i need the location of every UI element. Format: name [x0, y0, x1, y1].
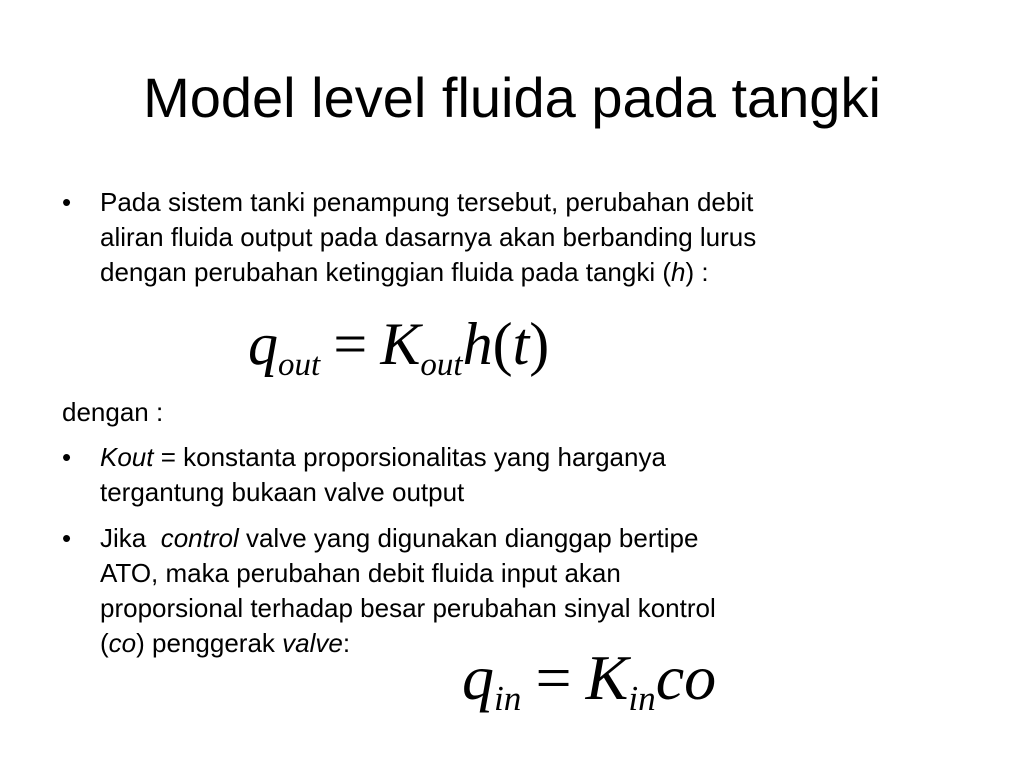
bullet-3-line-1: [100, 521, 716, 556]
eq1-operator: =: [333, 311, 368, 377]
bullet-2-line-2: tergantung bukaan valve output: [100, 477, 465, 507]
bullet-2-kout-term: Kout: [100, 442, 154, 472]
bullet-3-line-1-rest: valve yang digunakan dianggap bertipe: [238, 523, 699, 553]
bullet-1-line-3: [100, 255, 756, 290]
dengan-label: dengan :: [62, 397, 164, 427]
bullet-marker: •: [62, 442, 72, 472]
slide-title: Model level fluida pada tangki: [143, 66, 881, 129]
bullet-3-line-2: ATO, maka perubahan debit fluida input akan: [100, 558, 621, 588]
eq2-lhs-subscript: in: [494, 679, 522, 719]
bullet-3-control-term: control: [160, 523, 239, 553]
bullet-1-line-2: aliran fluida output pada dasarnya akan berbanding lurus: [100, 222, 757, 252]
eq2-rhs: co: [655, 642, 717, 713]
bullet-3-line-4-open: (: [100, 628, 109, 658]
bullet-2-line-1: [100, 440, 666, 475]
bullet-3-valve-term: valve: [282, 628, 343, 658]
eq2-lhs-var: q: [462, 642, 494, 713]
eq2-coef-subscript: in: [628, 679, 656, 719]
bullet-3-line-4-end: :: [342, 628, 351, 658]
bullet-3-line-1-prefix: Jika: [100, 523, 161, 553]
bullet-3-line-4-mid: ) penggerak: [136, 628, 283, 658]
equation-qin: [462, 642, 717, 719]
bullet-3-co-term: co: [108, 628, 137, 658]
bullet-1-h-term: h: [671, 257, 686, 287]
bullet-marker: •: [62, 187, 72, 217]
eq1-lhs-var: q: [248, 311, 278, 377]
equation-qout: [248, 311, 550, 383]
eq1-rhs-arg: t: [512, 311, 530, 377]
bullet-marker: •: [62, 523, 72, 553]
bullet-2-line-1-rest: konstanta proporsionalitas yang harganya: [183, 442, 666, 472]
bullet-1-line-1: Pada sistem tanki penampung tersebut, perubahan debit: [100, 187, 754, 217]
bullet-text-3: [100, 521, 716, 661]
bullet-1-line-3-suffix: ) :: [685, 257, 709, 287]
bullet-text-1: [100, 185, 756, 290]
eq1-rhs-func: h: [462, 311, 493, 377]
eq2-operator: =: [535, 642, 572, 713]
bullet-text-2: [100, 440, 666, 510]
eq1-coef-subscript: out: [420, 346, 463, 383]
bullet-1-line-3-prefix: dengan perubahan ketinggian fluida pada tangki (: [100, 257, 672, 287]
eq2-coef-var: K: [585, 642, 629, 713]
eq1-lhs-subscript: out: [278, 346, 321, 383]
bullet-2-equals: =: [153, 442, 184, 472]
bullet-3-line-3: proporsional terhadap besar perubahan sinyal kontrol: [100, 593, 716, 623]
eq1-coef-var: K: [380, 311, 421, 377]
eq1-paren-open: (: [492, 311, 513, 377]
eq1-paren-close: ): [529, 311, 550, 377]
